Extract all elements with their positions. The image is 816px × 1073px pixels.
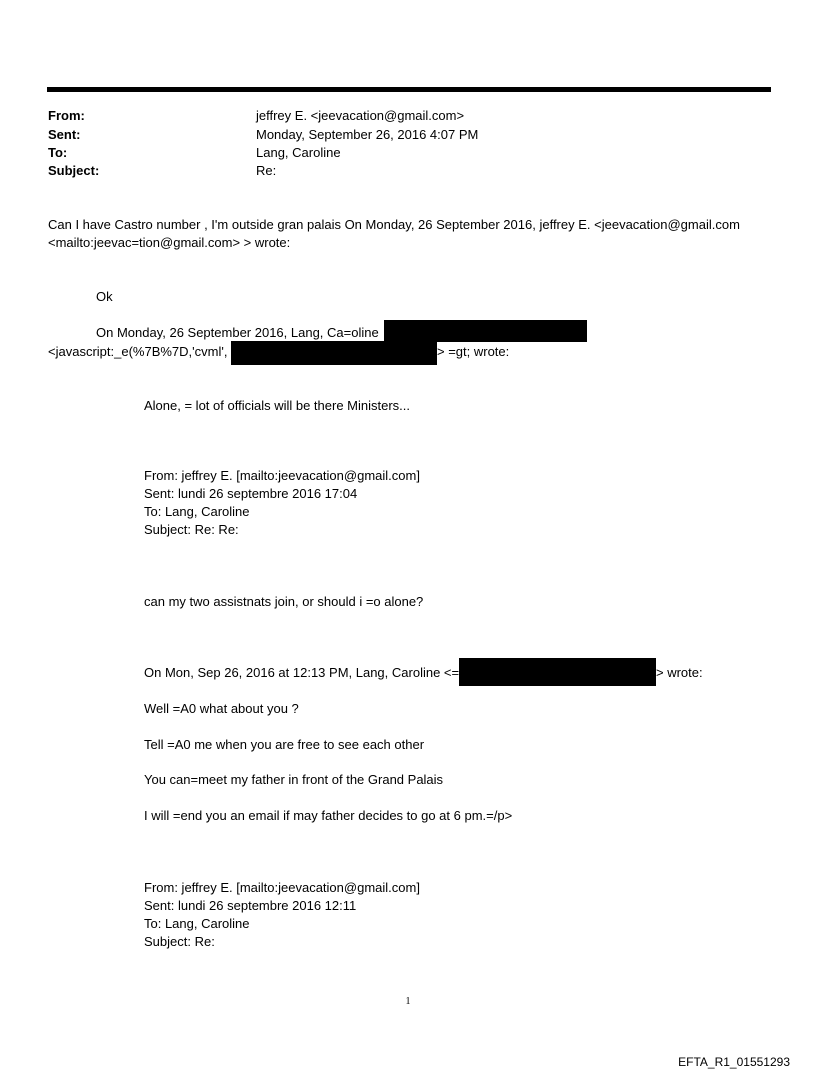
alone-line: Alone, = lot of officials will be there Ministers... [144,398,411,413]
fwd2-subject: Subject: Re: [144,934,215,949]
quote1-line-2-end: > =gt; wrote: [437,344,510,359]
redaction-block-1 [384,320,587,342]
from-label: From: [48,108,85,123]
sent-value: Monday, September 26, 2016 4:07 PM [256,127,479,142]
header-rule [47,87,771,92]
fwd1-from: From: jeffrey E. [mailto:jeevacation@gmail.com] [144,468,420,483]
fwd1-sent: Sent: lundi 26 septembre 2016 17:04 [144,486,358,501]
intro-line-2: <mailto:jeevac=tion@gmail.com> > wrote: [48,235,291,250]
well-line: Well =A0 what about you ? [144,701,299,716]
intro-line-1: Can I have Castro number , I'm outside gran palais On Monday, 26 September 2016, jeffrey E. <jeevacation@gmail.com [48,217,740,232]
redaction-block-3 [459,658,656,686]
quote2-start: On Mon, Sep 26, 2016 at 12:13 PM, Lang, Caroline <= [144,665,460,680]
sent-label: Sent: [48,127,81,142]
quote1-line-2-start: <javascript:_e(%7B%7D,'cvml', [48,344,228,359]
to-label: To: [48,145,68,160]
from-value: jeffrey E. <jeevacation@gmail.com> [256,108,465,123]
quote1-line-1: On Monday, 26 September 2016, Lang, Ca=oline [96,325,379,340]
tell-line: Tell =A0 me when you are free to see each other [144,737,425,752]
subject-label: Subject: [48,163,100,178]
fwd2-to: To: Lang, Caroline [144,916,250,931]
subject-value: Re: [256,163,277,178]
page-number: 1 [405,996,411,1007]
fwd2-from: From: jeffrey E. [mailto:jeevacation@gmail.com] [144,880,420,895]
meet-line: You can=meet my father in front of the Grand Palais [144,772,444,787]
to-value: Lang, Caroline [256,145,341,160]
document-id: EFTA_R1_01551293 [678,1055,790,1069]
reply-ok: Ok [96,289,113,304]
fwd2-sent: Sent: lundi 26 septembre 2016 12:11 [144,898,357,913]
quote2-end: > wrote: [656,665,703,680]
fwd1-subject: Subject: Re: Re: [144,522,239,537]
email-line: I will =end you an email if may father decides to go at 6 pm.=/p> [144,808,513,823]
assistants-line: can my two assistnats join, or should i =o alone? [144,594,424,609]
fwd1-to: To: Lang, Caroline [144,504,250,519]
redaction-block-2 [231,341,437,365]
